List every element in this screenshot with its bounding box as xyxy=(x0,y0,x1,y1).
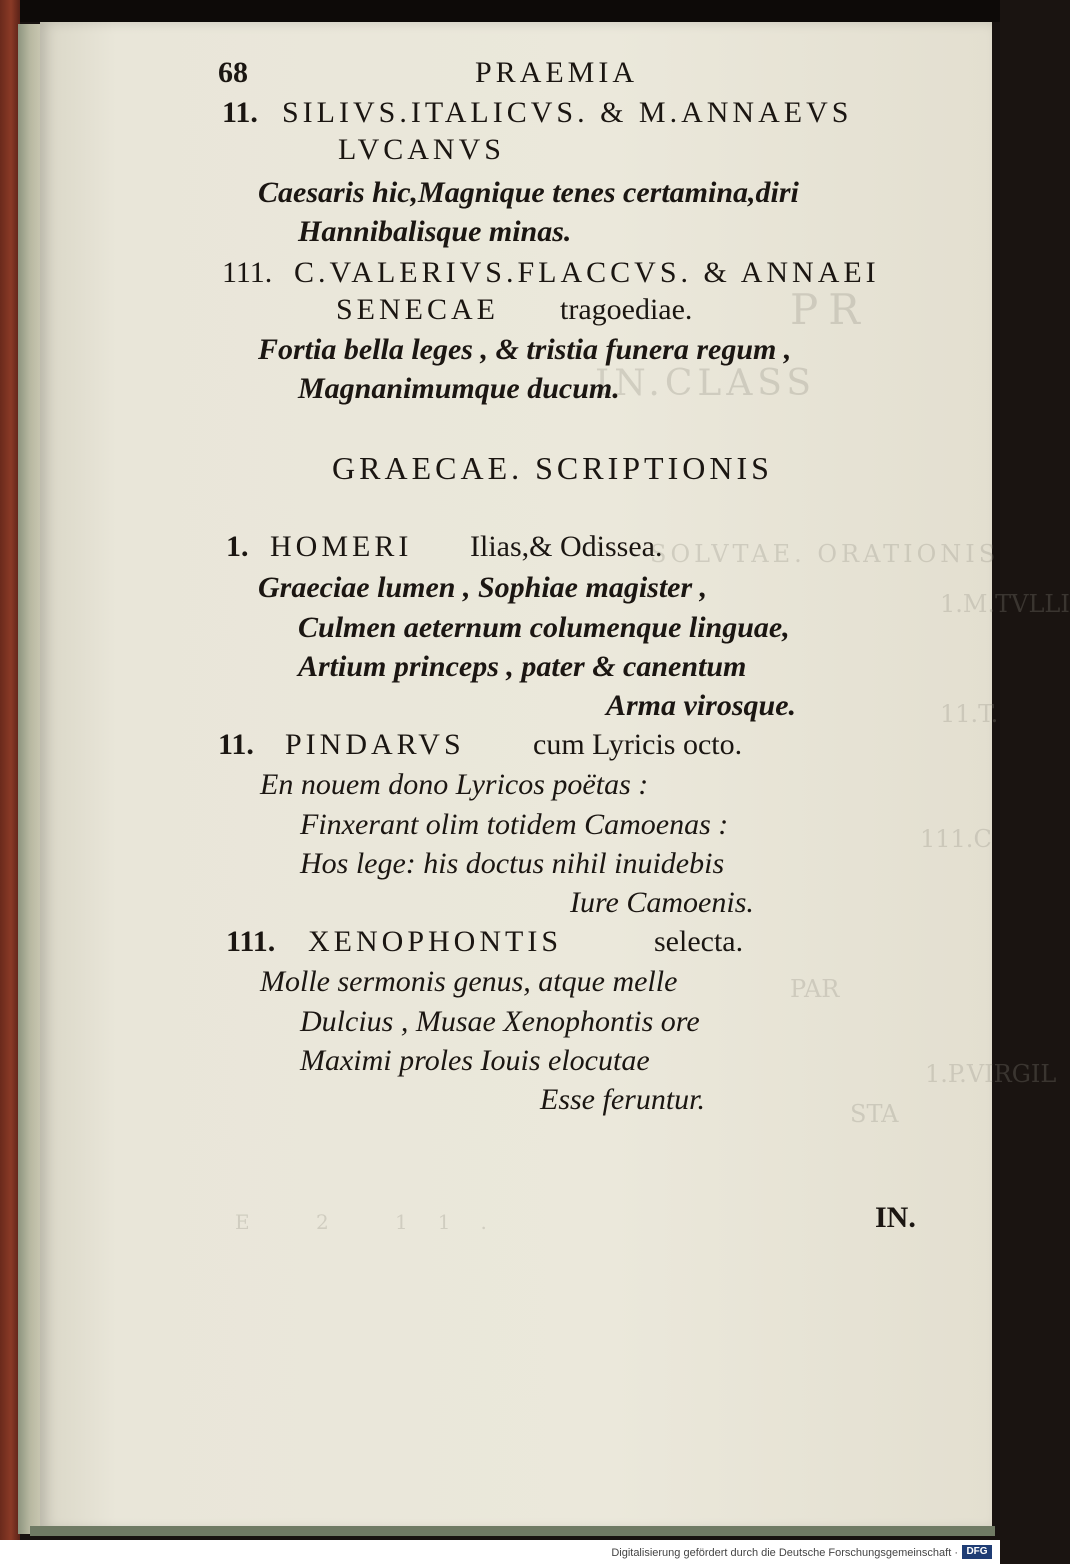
verse-line: Magnanimumque ducum. xyxy=(298,372,620,405)
verse-line: Iure Camoenis. xyxy=(570,886,754,919)
bleed-through-text: 1.P.VIRGIL xyxy=(925,1060,1057,1088)
entry-number: 111. xyxy=(222,256,273,289)
bleed-through-text: SOLVTAE. ORATIONIS xyxy=(650,540,1000,568)
catchword: IN. xyxy=(875,1201,916,1234)
entry-title: PINDARVS xyxy=(285,728,465,761)
verse-line: Fortia bella leges , & tristia funera regum , xyxy=(258,333,792,366)
entry-title: SILIVS.ITALICVS. & M.ANNAEVS xyxy=(282,96,853,129)
entry-subtitle: Ilias,& Odissea. xyxy=(470,530,663,563)
section-heading: GRAECAE. SCRIPTIONIS xyxy=(332,450,773,486)
verse-line: Culmen aeternum columenque linguae, xyxy=(298,611,790,644)
bleed-through-text: STA xyxy=(850,1100,899,1128)
entry-title: LVCANVS xyxy=(338,133,505,166)
verse-line: Esse feruntur. xyxy=(540,1083,705,1116)
entry-title: HOMERI xyxy=(270,530,413,563)
book-bottom-edge xyxy=(30,1526,995,1536)
entry-title: XENOPHONTIS xyxy=(308,925,562,958)
verse-line: Finxerant olim totidem Camoenas : xyxy=(300,808,729,841)
entry-subtitle: tragoediae. xyxy=(560,293,693,326)
verse-line: Maximi proles Iouis elocutae xyxy=(300,1044,650,1077)
book-top-edge xyxy=(0,0,1000,22)
entry-title: C.VALERIVS.FLACCVS. & ANNAEI xyxy=(294,256,880,289)
verse-line: Graeciae lumen , Sophiae magister , xyxy=(258,571,708,604)
bleed-through-text: 1.M.TVLLI xyxy=(940,590,1070,618)
entry-number: 111. xyxy=(226,925,276,958)
bleed-through-text: PR xyxy=(790,285,870,334)
verse-line: Arma virosque. xyxy=(606,689,797,722)
entry-subtitle: cum Lyricis octo. xyxy=(533,728,743,761)
entry-number: 11. xyxy=(218,728,254,761)
verse-line: Molle sermonis genus, atque melle xyxy=(260,965,678,998)
verse-line: Hannibalisque minas. xyxy=(298,215,572,248)
bleed-through-text: E 2 11. xyxy=(235,1210,517,1234)
entry-number: 11. xyxy=(222,96,258,129)
verse-line: Artium princeps , pater & canentum xyxy=(298,650,747,683)
verse-line: En nouem dono Lyricos poëtas : xyxy=(260,768,649,801)
entry-title: SENECAE xyxy=(336,293,499,326)
bleed-through-text: IN.CLASS xyxy=(595,363,817,404)
dfg-logo: DFG xyxy=(962,1545,992,1559)
funding-notice: Digitalisierung gefördert durch die Deutsche Forschungsgemeinschaft · xyxy=(611,1547,958,1559)
verse-line: Dulcius , Musae Xenophontis ore xyxy=(300,1005,700,1038)
entry-subtitle: selecta. xyxy=(654,925,744,958)
verse-line: Hos lege: his doctus nihil inuidebis xyxy=(300,847,725,880)
running-title: PRAEMIA xyxy=(475,56,639,89)
verse-line: Caesaris hic,Magnique tenes certamina,diri xyxy=(258,176,799,209)
book-cover-edge xyxy=(0,0,20,1544)
digitization-footer xyxy=(0,1540,1000,1564)
bleed-through-text: 11.T. xyxy=(940,700,999,728)
bleed-through-text: 111.C xyxy=(920,825,992,853)
bleed-through-text: PAR xyxy=(790,975,840,1003)
entry-number: 1. xyxy=(226,530,249,563)
page-number: 68 xyxy=(218,56,248,89)
